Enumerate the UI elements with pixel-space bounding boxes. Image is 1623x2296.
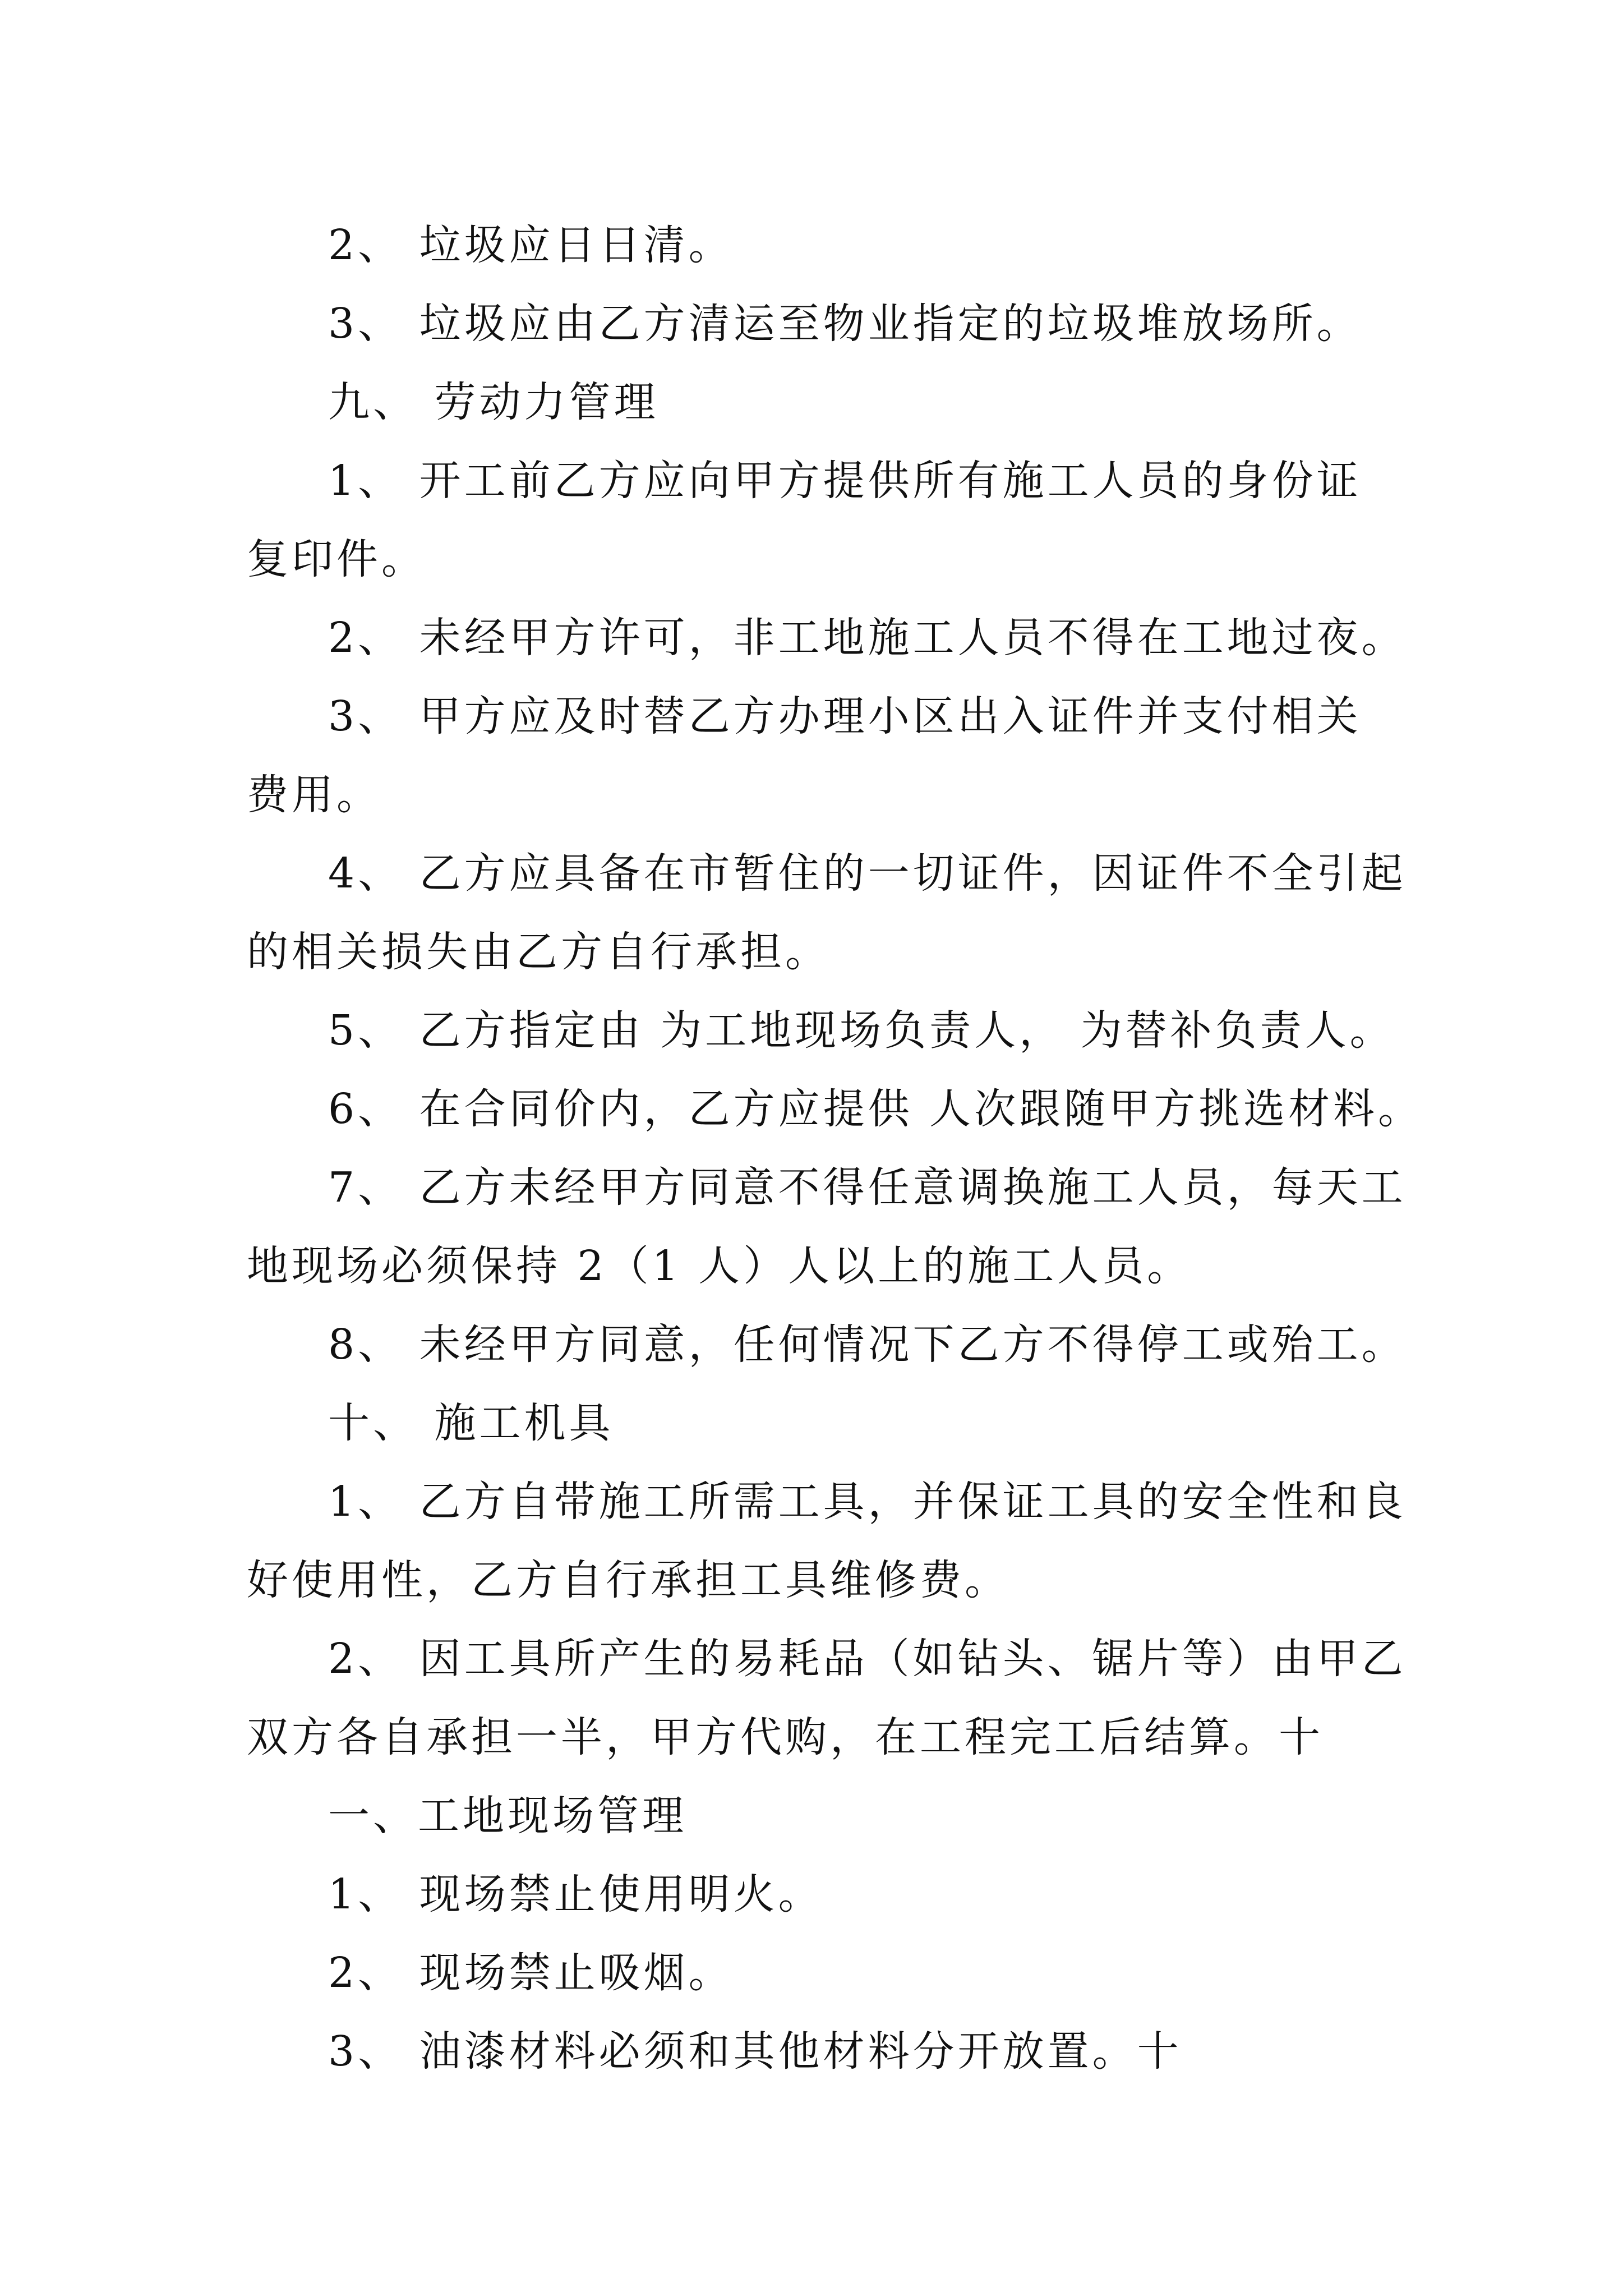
text-line: 费用。	[247, 771, 381, 819]
text-line: 2、 垃圾应日日清。	[328, 221, 734, 269]
text-line: 6、 在合同价内，乙方应提供 人次跟随甲方挑选材料。	[328, 1085, 1423, 1133]
text-line: 8、 未经甲方同意，任何情况下乙方不得停工或殆工。	[328, 1320, 1407, 1369]
section-heading: 九、 劳动力管理	[328, 378, 659, 426]
text-line: 2、 因工具所产生的易耗品（如钻头、锯片等）由甲乙	[328, 1635, 1407, 1683]
text-line: 的相关损失由乙方自行承担。	[247, 928, 830, 976]
text-line: 3、 油漆材料必须和其他材料分开放置。十	[328, 2027, 1182, 2076]
text-line: 3、 甲方应及时替乙方办理小区出入证件并支付相关	[328, 692, 1362, 740]
text-line: 1、 乙方自带施工所需工具，并保证工具的安全性和良	[328, 1478, 1407, 1526]
text-line: 双方各自承担一半，甲方代购，在工程完工后结算。十	[247, 1713, 1324, 1761]
text-line: 1、 现场禁止使用明火。	[328, 1870, 823, 1918]
section-heading: 一、工地现场管理	[328, 1792, 687, 1840]
text-line: 1、 开工前乙方应向甲方提供所有施工人员的身份证	[328, 457, 1362, 505]
text-line: 5、 乙方指定由 为工地现场负责人， 为替补负责人。	[328, 1006, 1395, 1055]
text-line: 7、 乙方未经甲方同意不得任意调换施工人员，每天工	[328, 1163, 1407, 1212]
text-line: 4、 乙方应具备在市暂住的一切证件，因证件不全引起	[328, 849, 1407, 898]
section-heading: 十、 施工机具	[328, 1399, 614, 1447]
text-line: 复印件。	[247, 535, 426, 583]
text-line: 2、 现场禁止吸烟。	[328, 1949, 734, 1997]
text-line: 地现场必须保持 2（1 人）人以上的施工人员。	[247, 1242, 1192, 1290]
text-line: 2、 未经甲方许可，非工地施工人员不得在工地过夜。	[328, 614, 1407, 662]
text-line: 好使用性，乙方自行承担工具维修费。	[247, 1556, 1009, 1604]
text-line: 3、 垃圾应由乙方清运至物业指定的垃圾堆放场所。	[328, 300, 1362, 348]
